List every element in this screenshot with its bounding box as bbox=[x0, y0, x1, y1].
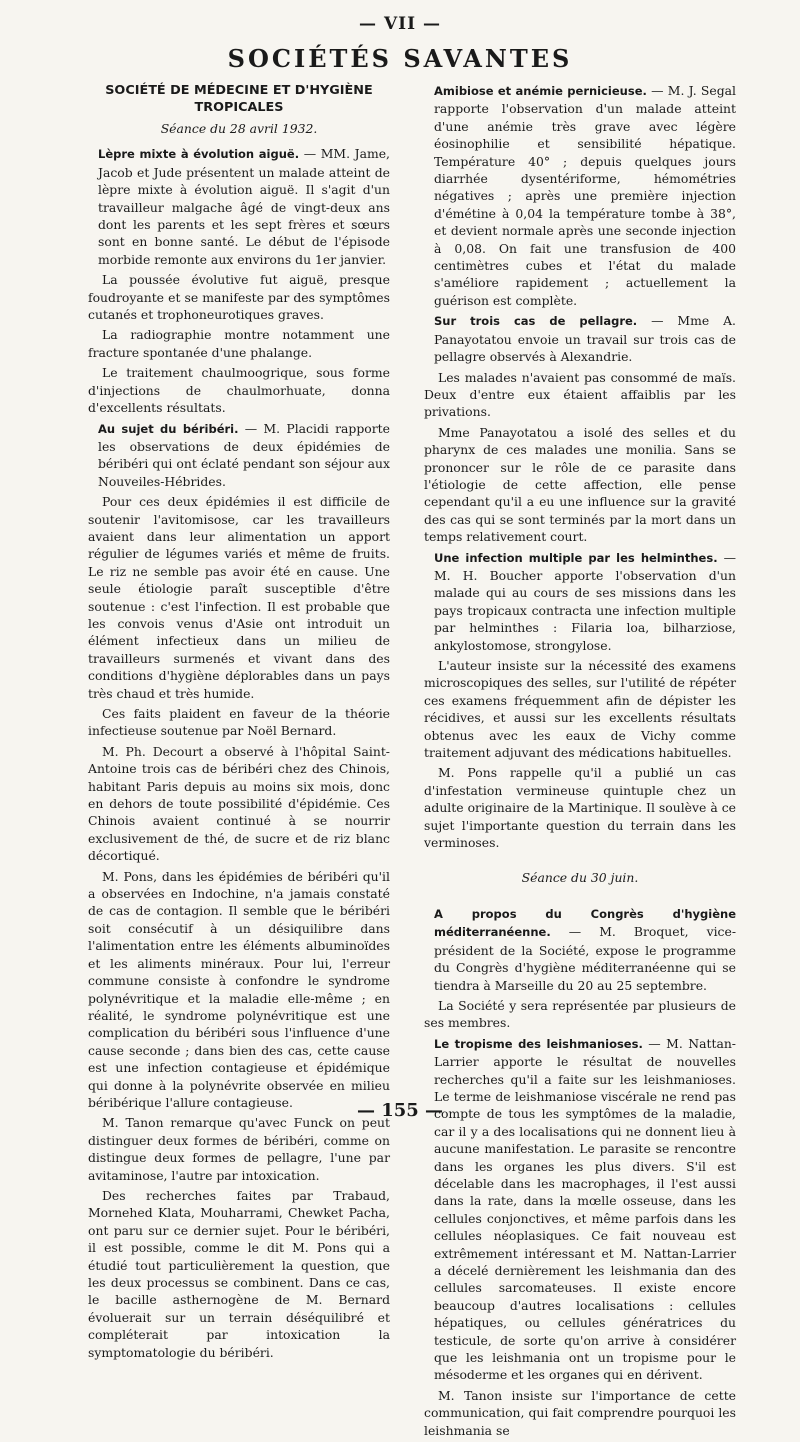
paragraph: Le traitement chaulmoogrique, sous forme d'injections de chaulmorhuate, donna d'excellents résultats. bbox=[88, 365, 390, 416]
article-heading: Une infection multiple par les helminthes. bbox=[434, 550, 718, 565]
article-heading: Lèpre mixte à évolution aiguë. bbox=[98, 147, 300, 162]
article-pellagre bbox=[424, 312, 736, 365]
paragraph: L'auteur insiste sur la nécessité des examens microscopiques des selles, sur l'utilité de répéter ces examens fréquemment afin de dépister les récidives, et aussi sur les excellents résultats obtenus avec les eaux de Vichy comme traitement adjuvant des médications habituelles. bbox=[424, 658, 736, 761]
paragraph: — M. H. Boucher apporte l'observation d'un malade qui au cours de ses missions dans les pays tropicaux contracta une infection multiple par helminthes : Filaria loa, bilharziose, ankylostomose, strongylose. bbox=[434, 549, 736, 653]
article-congres bbox=[424, 905, 736, 994]
paragraph: La Société y sera représentée par plusieurs de ses membres. bbox=[424, 997, 736, 1031]
paragraph: Ces faits plaident en faveur de la théorie infectieuse soutenue par Noël Bernard. bbox=[88, 706, 390, 739]
seance-date-2: Séance du 30 juin. bbox=[521, 870, 639, 886]
paragraph: M. Ph. Decourt a observé à l'hôpital Saint-Antoine trois cas de béribéri chez des Chinois, habitant Paris depuis au moins six mois, donc en dehors de toute possibilité d'épidémie. Ces Chinois avaient continué à se nourrir exclusivement de thé, de sucre et de riz blanc décortiqué. bbox=[88, 743, 390, 864]
paragraph: Mme Panayotatou a isolé des selles et du pharynx de ces malades une monilia. Sans se prononcer sur le rôle de ce parasite dans l'étiologie de cette affection, elle pense cependant qu'il a eu une influence sur la gravité des cas qui se sont terminés par la mort dans un temps relativement court. bbox=[424, 424, 736, 545]
left-column bbox=[88, 82, 390, 1364]
paragraph: — M. J. Segal rapporte l'observation d'un malade atteint d'une anémie très grave avec légère éosinophilie et sensibilité hépatique. Température 40° ; depuis quelques jours diarrhée dysentériforme, hémométries négatives ; après une première injection d'émétine à 0,04 la température tombe à 38°, et devient normale après une seconde injection à 0,08. On fait une transfusion de 400 centimètres cubes et l'état du malade s'améliore rapidement ; actuellement la guérison est complète. bbox=[434, 83, 736, 308]
paragraph: M. Tanon remarque qu'avec Funck on peut distinguer deux formes de béribéri, comme on distingue deux formes de pellagre, l'une par avitaminose, l'autre par intoxication. bbox=[88, 1115, 390, 1183]
article-amibiose bbox=[424, 82, 736, 309]
article-beriberi bbox=[88, 420, 390, 491]
paragraph: M. Tanon insiste sur l'importance de cette communication, qui fait comprendre pourquoi les leishmania se bbox=[424, 1387, 736, 1438]
article-heading: Le tropisme des leishmanioses. bbox=[434, 1036, 643, 1051]
article-leishmanioses bbox=[424, 1035, 736, 1384]
page-title: SOCIÉTÉS SAVANTES bbox=[227, 44, 573, 73]
page-number: — 155 — bbox=[356, 1100, 444, 1121]
paragraph: — Mme A. Panayotatou envoie un travail sur trois cas de pellagre observés à Alexandrie. bbox=[434, 313, 736, 365]
paragraph: M. Pons, dans les épidémies de béribéri qu'il a observées en Indochine, n'a jamais constaté de cas de contagion. Il semble que le béribéri soit consécutif à un désiquilibre dans l'alimentation entre les éléments albuminoïdes et les aliments minéraux. Pour lui, l'erreur commune consiste à confondre le syndrome polynévritique et la maladie elle-même ; en réalité, le syndrome polynévritique est une complication du béribéri sous l'influence d'une cause seconde ; dans bien des cas, cette cause est une infection contagieuse et épidémique qui donne à la polynévrite observée en milieu béribérique l'allure contagieuse. bbox=[88, 868, 390, 1110]
paragraph: Pour ces deux épidémies il est difficile de soutenir l'avitomisose, car les travailleurs avaient dans leur alimentation un apport régulier de légumes variés et même de fruits. Le riz ne semble pas avoir été en cause. Une seule étiologie paraît susceptible d'être soutenue : c'est l'infection. Il est probable que les convois venus d'Asie ont introduit un élément infectieux dans un milieu de travailleurs surmenés et vivant dans des conditions d'hygiène déplorables dans un pays très chaud et très humide. bbox=[88, 494, 390, 701]
article-heading: Amibiose et anémie pernicieuse. bbox=[434, 84, 647, 98]
seance-date-1: Séance du 28 avril 1932. bbox=[160, 121, 318, 136]
page-roman-number: — VII — bbox=[359, 14, 441, 34]
paragraph: Les malades n'avaient pas consommé de maïs. Deux d'entre eux étaient affaiblis par les privations. bbox=[424, 369, 736, 420]
paragraph: La radiographie montre notamment une fracture spontanée d'une phalange. bbox=[88, 327, 390, 360]
paragraph: — M. Broquet, vice-président de la Société, expose le programme du Congrès d'hygiène méditerranéenne qui se tiendra à Marseille du 20 au 25 septembre. bbox=[434, 924, 736, 993]
article-heading: Sur trois cas de pellagre. bbox=[434, 314, 638, 329]
paragraph: La poussée évolutive fut aiguë, presque foudroyante et se manifeste par des symptômes cutanés et trophoneurotiques graves. bbox=[88, 272, 390, 323]
society-title: SOCIÉTÉ DE MÉDECINE ET D'HYGIÈNE TROPICALES bbox=[105, 83, 373, 115]
right-column bbox=[424, 82, 736, 1442]
article-lepre bbox=[88, 145, 390, 268]
paragraph: Des recherches faites par Trabaud, Mornehed Klata, Mouharrami, Chewket Pacha, ont paru sur ce dernier sujet. Pour le béribéri, il est possible, comme le dit M. Pons qui a étudié tout particulièrement la question, que les deux processus se combinent. Dans ce cas, le bacille asthernogène de M. Bernard évoluerait sur un terrain déséquilibré et compléterait par intoxication la symptomatologie du béribéri. bbox=[88, 1187, 390, 1360]
paragraph: — MM. Jame, Jacob et Jude présentent un malade atteint de lèpre mixte à évolution aiguë. Il s'agit d'un travailleur malgache âgé de vingt-deux ans dont les parents et les sept frères et sœurs sont en bonne santé. Le début de l'épisode morbide remonte aux environs du 1er janvier. bbox=[98, 146, 390, 267]
article-heading: Au sujet du béribéri. bbox=[98, 421, 239, 436]
article-heading: A propos du Congrès d'hygiène méditerranéenne. bbox=[434, 906, 736, 940]
paragraph: — M. Placidi rapporte les observations de deux épidémies de béribéri qui ont éclaté pendant son séjour aux Nouveiles-Hébrides. bbox=[98, 420, 390, 489]
paragraph: M. Pons rappelle qu'il a publié un cas d'infestation vermineuse quintuple chez un adulte originaire de la Martinique. Il soulève à ce sujet l'importante question du terrain dans les verminoses. bbox=[424, 765, 736, 851]
article-helminthes bbox=[424, 549, 736, 654]
paragraph: — M. Nattan-Larrier apporte le résultat de nouvelles recherches qu'il a faite sur les leishmanioses. Le terme de leishmaniose viscérale ne rend pas compte de tous les symptômes de la maladie, car il y a des localisations qui ne donnent lieu à aucune manifestation. Le parasite se rencontre dans les organes les plus divers. S'il est décelable dans les macrophages, il l'est aussi dans la rate, dans la mœlle osseuse, dans les cellules conjonctives, et même parfois dans les cellules néoplasiques. Ce fait nouveau est extrêmement intéressant et M. Nattan-Larrier a décelé dernièrement les leishmania dan des cellules sarcomateuses. Il existe encore beaucoup d'autres localisations : cellules hépatiques, ou cellules génératrices du testicule, de sorte qu'on arrive à considérer que les leishmania ont un tropisme pour le mésoderme et les organes qui en dérivent. bbox=[434, 1035, 736, 1383]
